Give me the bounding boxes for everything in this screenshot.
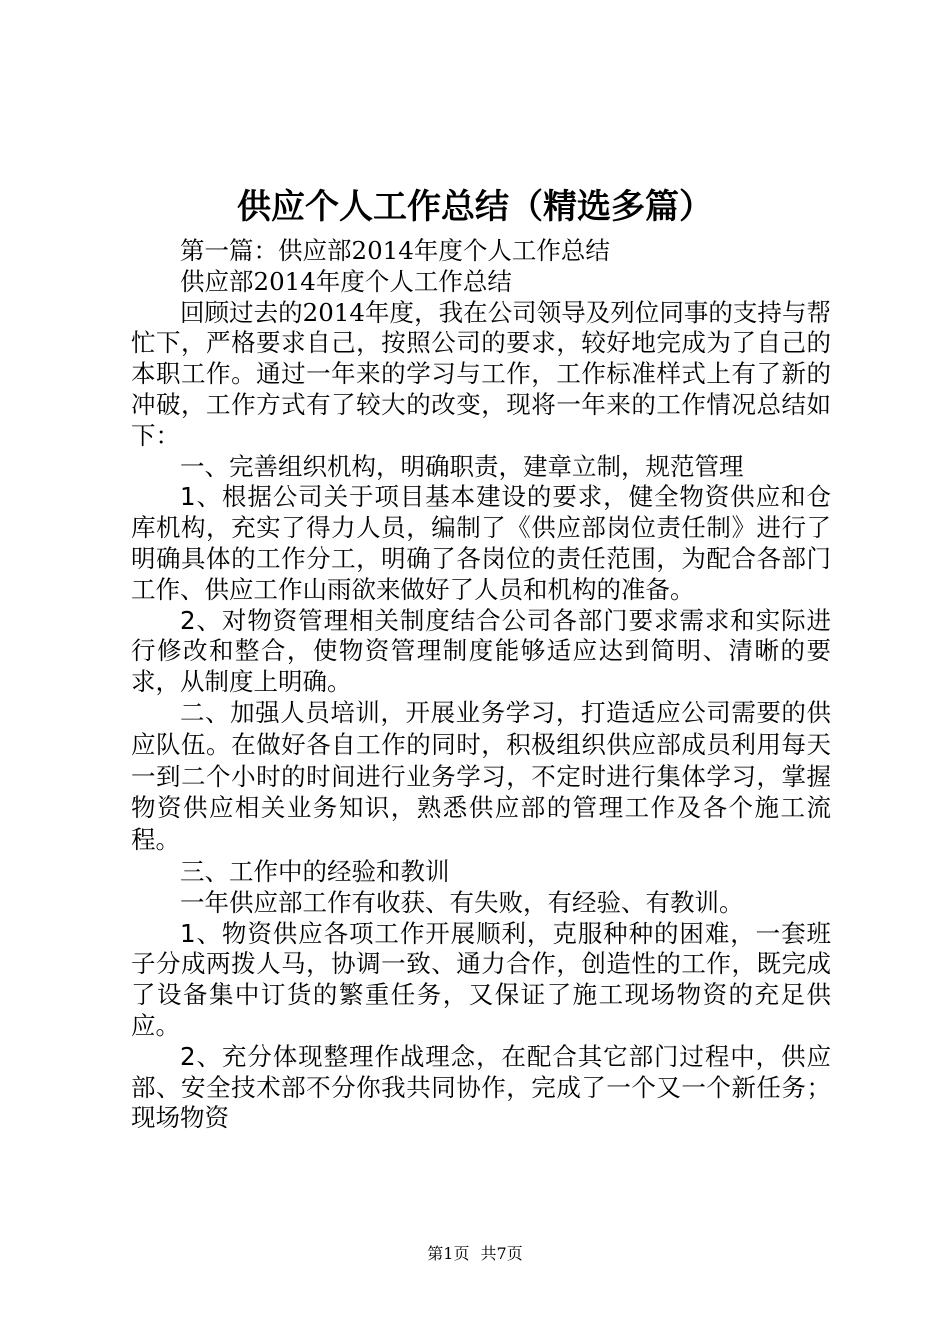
paragraph-item-1: 1、根据公司关于项目基本建设的要求，健全物资供应和仓库机构，充实了得力人员，编制了《供应部岗位责任制》进行了明确具体的工作分工，明确了各岗位的责任范围，为配合各部门工作、供应工作山雨欲来做好了人员和机构的准备。 — [131, 482, 831, 604]
page-footer — [0, 1243, 950, 1265]
paragraph-item-2: 2、对物资管理相关制度结合公司各部门要求需求和实际进行修改和整合，使物资管理制度能够适应达到简明、清晰的要求，从制度上明确。 — [131, 605, 831, 697]
heading-one: 一、完善组织机构，明确职责，建章立制，规范管理 — [180, 451, 744, 481]
heading-two: 二、加强人员培训，开展业务学习，打造适应公司需要的供应队伍。 — [131, 697, 831, 759]
paragraph-training — [131, 698, 831, 857]
subtitle: 供应部2014年度个人工作总结 — [180, 266, 512, 296]
section-heading-1: 第一篇：供应部2014年度个人工作总结 — [180, 236, 610, 265]
heading-three: 三、工作中的经验和教训 — [180, 856, 450, 886]
training-text: 在做好各自工作的同时，积极组织供应部成员利用每天一到二个小时的时间进行业务学习，不定时进行集体学习，掌握物资供应相关业务知识，熟悉供应部的管理工作及各个施工流程。 — [131, 729, 832, 855]
paragraph-summary: 一年供应部工作有收获、有失败，有经验、有教训。 — [180, 887, 744, 917]
paragraph-experience-2: 2、充分体现整理作战理念，在配合其它部门过程中，供应部、安全技术部不分你我共同协作，完成了一个又一个新任务；现场物资 — [131, 1041, 831, 1133]
document-title: 供应个人工作总结（精选多篇） — [237, 187, 713, 227]
document-body — [131, 236, 831, 1134]
paragraph-experience-1: 1、物资供应各项工作开展顺利，克服种种的困难，一套班子分成两拨人马，协调一致、通力合作，创造性的工作，既完成了设备集中订货的繁重任务，又保证了施工现场物资的充足供应。 — [131, 918, 831, 1040]
page-total: 共7页 — [480, 1244, 523, 1263]
page-number: 第1页 — [427, 1244, 470, 1263]
paragraph-intro: 回顾过去的2014年度，我在公司领导及列位同事的支持与帮忙下，严格要求自己，按照公司的要求，较好地完成为了自己的本职工作。通过一年来的学习与工作，工作标准样式上有了新的冲破，工作方式有了较大的改变，现将一年来的工作情况总结如下： — [131, 297, 831, 450]
